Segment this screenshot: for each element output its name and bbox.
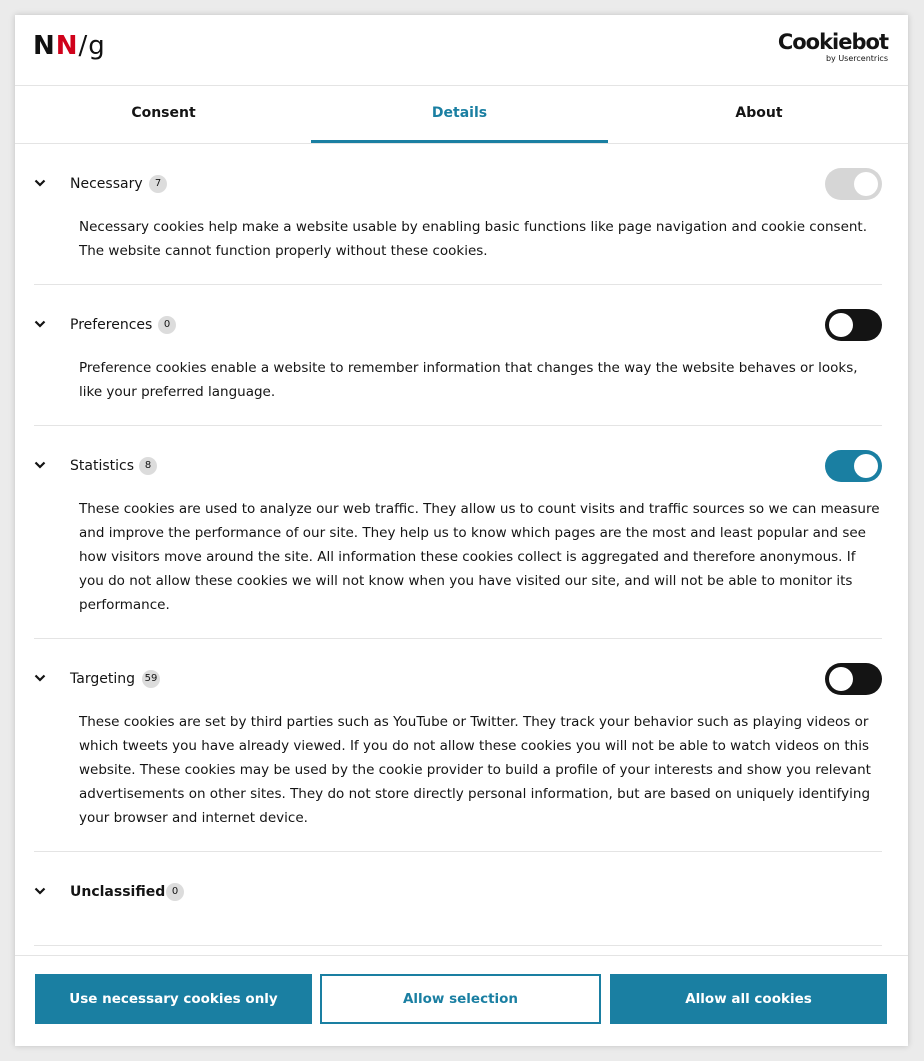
- targeting-toggle[interactable]: [825, 663, 882, 695]
- preferences-toggle[interactable]: [825, 309, 882, 341]
- category-label[interactable]: Statistics: [70, 458, 134, 474]
- chevron-down-icon[interactable]: [34, 885, 46, 897]
- category-label[interactable]: Unclassified: [70, 884, 166, 900]
- cookiebot-name: Cookiebot: [777, 30, 888, 54]
- category-description: These cookies are used to analyze our web traffic. They allow us to count visits and traffic sources so we can measure and improve the performance of our site. They help us to know which pages are the most and least popular and see how visitors move around the site. All information these cookies collect is aggregated and therefore anonymous. If you do not allow these cookies we will not know when you have visited our site, and will not be able to monitor its performance.: [79, 501, 880, 613]
- category-label[interactable]: Targeting: [70, 671, 135, 687]
- button-bar: [15, 955, 908, 1046]
- allow-all-button[interactable]: Allow all cookies: [610, 974, 887, 1024]
- category-unclassified: [34, 852, 882, 946]
- allow-selection-button[interactable]: Allow selection: [320, 974, 601, 1024]
- tab-consent[interactable]: Consent: [131, 105, 196, 121]
- cookie-count-badge: 8: [139, 457, 157, 475]
- cookie-count-badge: 0: [166, 883, 184, 901]
- category-label[interactable]: Preferences: [70, 317, 153, 333]
- tab-details[interactable]: Details: [311, 86, 608, 143]
- toggle-knob: [829, 313, 853, 337]
- category-targeting: [34, 639, 882, 852]
- cookiebot-logo[interactable]: [778, 30, 888, 63]
- category-necessary: [34, 144, 882, 285]
- toggle-knob: [829, 667, 853, 691]
- nng-logo: NN/g: [33, 31, 106, 61]
- statistics-toggle[interactable]: [825, 450, 882, 482]
- chevron-down-icon[interactable]: [34, 459, 46, 471]
- category-description: These cookies are set by third parties such as YouTube or Twitter. They track your behavior such as playing videos or which tweets you have already viewed. If you do not allow these cookies you will not be able to watch videos on this website. These cookies may be used by the cookie provider to build a profile of your interests and show you relevant advertisements on other sites. They do not store directly personal information, but are based on uniquely identifying your browser and internet device.: [79, 714, 871, 826]
- dialog-header: [15, 15, 908, 86]
- tab-about[interactable]: About: [735, 105, 783, 121]
- cookiebot-sub: by Usercentrics: [825, 54, 888, 63]
- details-panel: [15, 144, 908, 955]
- cookie-count-badge: 7: [149, 175, 167, 193]
- chevron-down-icon[interactable]: [34, 672, 46, 684]
- cookie-count-badge: 0: [158, 316, 176, 334]
- use-necessary-only-button[interactable]: Use necessary cookies only: [35, 974, 312, 1024]
- category-statistics: [34, 426, 882, 639]
- tab-bar: [15, 86, 908, 144]
- category-label[interactable]: Necessary: [70, 176, 143, 192]
- toggle-knob: [854, 454, 878, 478]
- necessary-toggle: [825, 168, 882, 200]
- chevron-down-icon[interactable]: [34, 177, 46, 189]
- toggle-knob: [854, 172, 878, 196]
- cookie-count-badge: 59: [142, 670, 160, 688]
- category-description: Necessary cookies help make a website usable by enabling basic functions like page navigation and cookie consent. The website cannot function properly without these cookies.: [79, 219, 868, 259]
- chevron-down-icon[interactable]: [34, 318, 46, 330]
- cookie-consent-dialog: [15, 15, 908, 1046]
- category-description: Preference cookies enable a website to remember information that changes the way the website behaves or looks, like your preferred language.: [79, 360, 858, 400]
- category-preferences: [34, 285, 882, 426]
- divider: [34, 945, 882, 946]
